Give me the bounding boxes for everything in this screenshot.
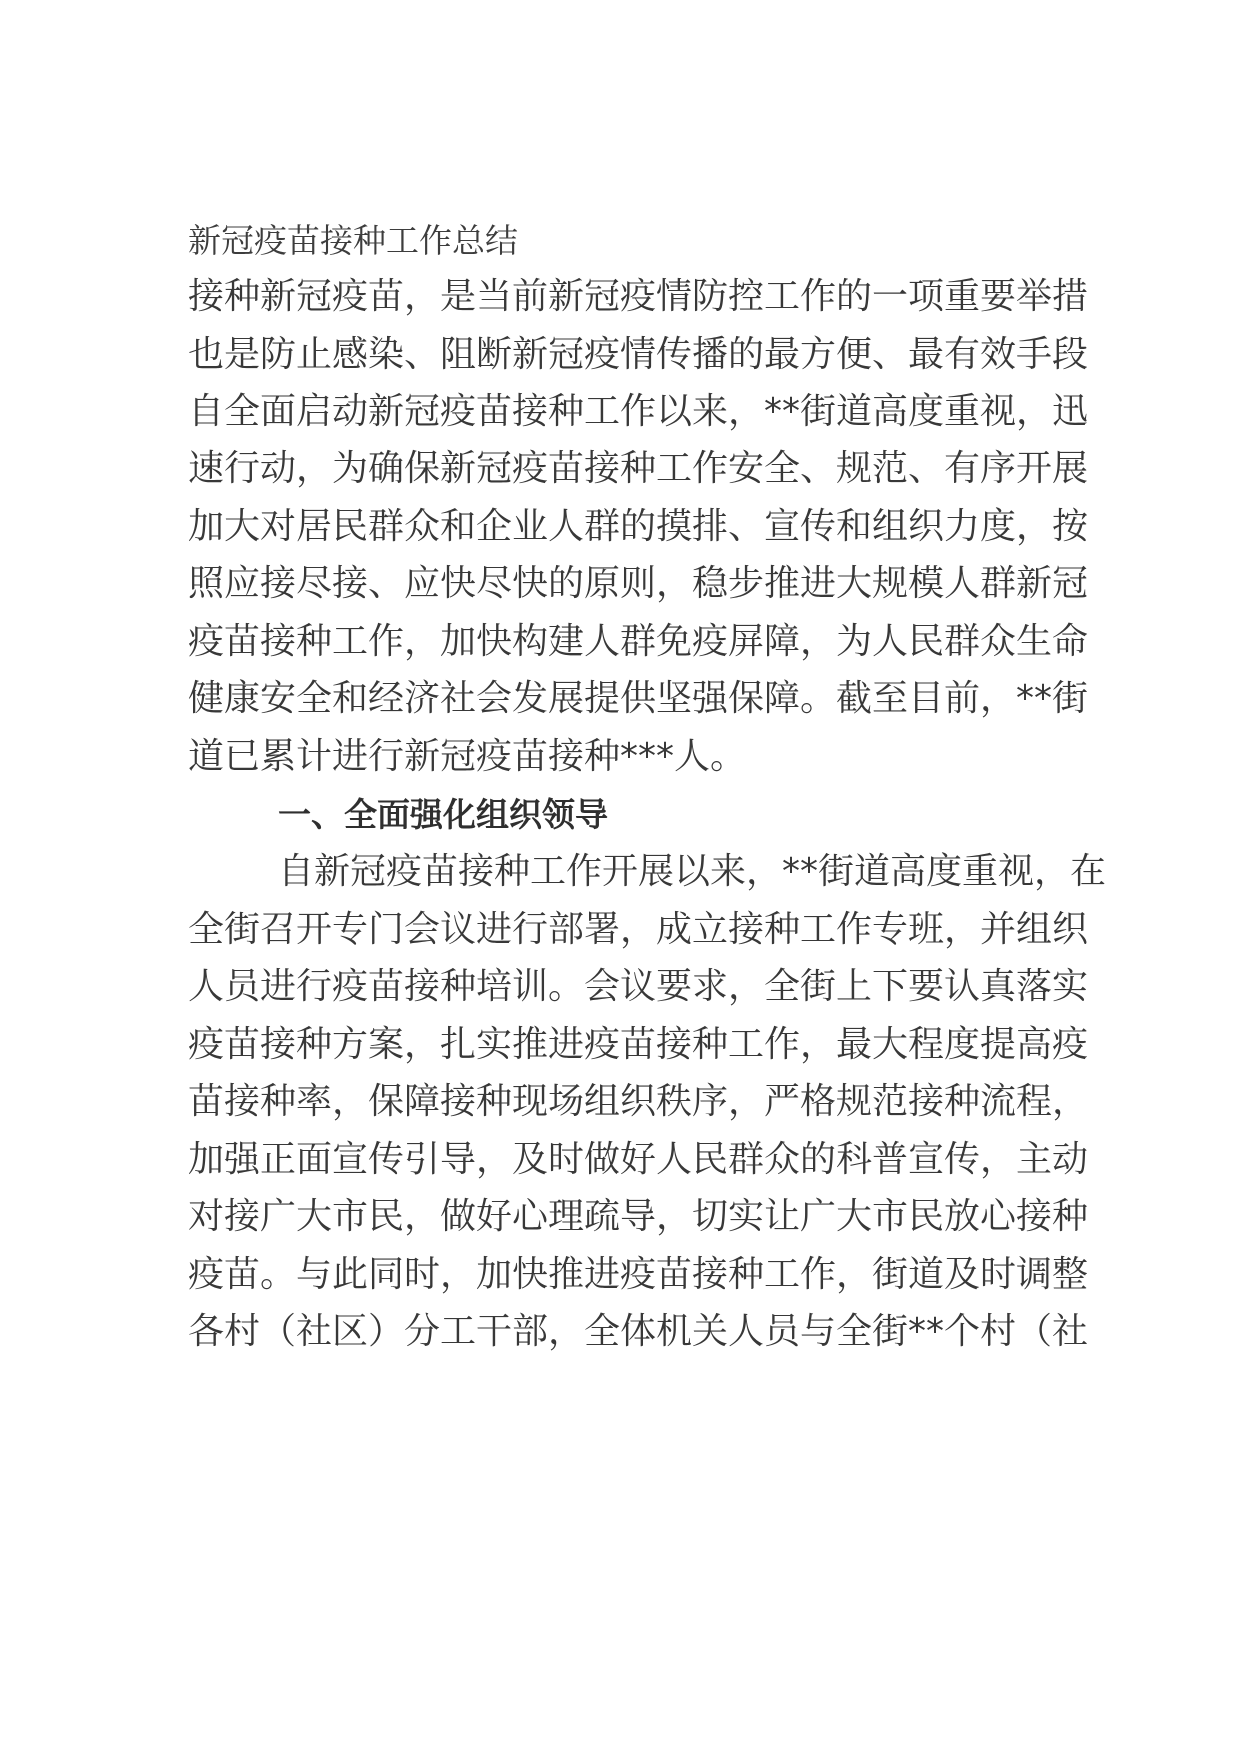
- section-1-line-5: 苗接种率，保障接种现场组织秩序，严格规范接种流程，: [188, 1081, 1089, 1122]
- intro-line-1: 接种新冠疫苗，是当前新冠疫情防控工作的一项重要举措: [188, 276, 1089, 317]
- section-1-line-9: 各村（社区）分工干部，全体机关人员与全街**个村（社: [188, 1311, 1089, 1352]
- section-1-heading: 一、全面强化组织领导: [278, 795, 608, 834]
- intro-line-3: 自全面启动新冠疫苗接种工作以来，**街道高度重视，迅: [188, 391, 1089, 432]
- section-1-line-6: 加强正面宣传引导，及时做好人民群众的科普宣传，主动: [188, 1139, 1089, 1180]
- section-1-line-2: 全街召开专门会议进行部署，成立接种工作专班，并组织: [188, 909, 1089, 950]
- intro-line-4: 速行动，为确保新冠疫苗接种工作安全、规范、有序开展: [188, 448, 1089, 489]
- intro-line-5: 加大对居民群众和企业人群的摸排、宣传和组织力度，按: [188, 506, 1089, 547]
- intro-line-6: 照应接尽接、应快尽快的原则，稳步推进大规模人群新冠: [188, 563, 1089, 604]
- document-title: 新冠疫苗接种工作总结: [188, 221, 518, 260]
- section-1-line-3: 人员进行疫苗接种培训。会议要求，全街上下要认真落实: [188, 966, 1089, 1007]
- section-1-line-4: 疫苗接种方案，扎实推进疫苗接种工作，最大程度提高疫: [188, 1024, 1089, 1065]
- section-1-line-7: 对接广大市民，做好心理疏导，切实让广大市民放心接种: [188, 1196, 1089, 1237]
- intro-line-8: 健康安全和经济社会发展提供坚强保障。截至目前，**街: [188, 678, 1089, 719]
- intro-line-7: 疫苗接种工作，加快构建人群免疫屏障，为人民群众生命: [188, 621, 1089, 662]
- intro-line-2: 也是防止感染、阻断新冠疫情传播的最方便、最有效手段: [188, 334, 1089, 375]
- intro-line-9: 道已累计进行新冠疫苗接种***人。: [188, 736, 747, 777]
- section-1-line-8: 疫苗。与此同时，加快推进疫苗接种工作，街道及时调整: [188, 1254, 1089, 1295]
- section-1-line-1: 自新冠疫苗接种工作开展以来，**街道高度重视，在: [278, 851, 1107, 892]
